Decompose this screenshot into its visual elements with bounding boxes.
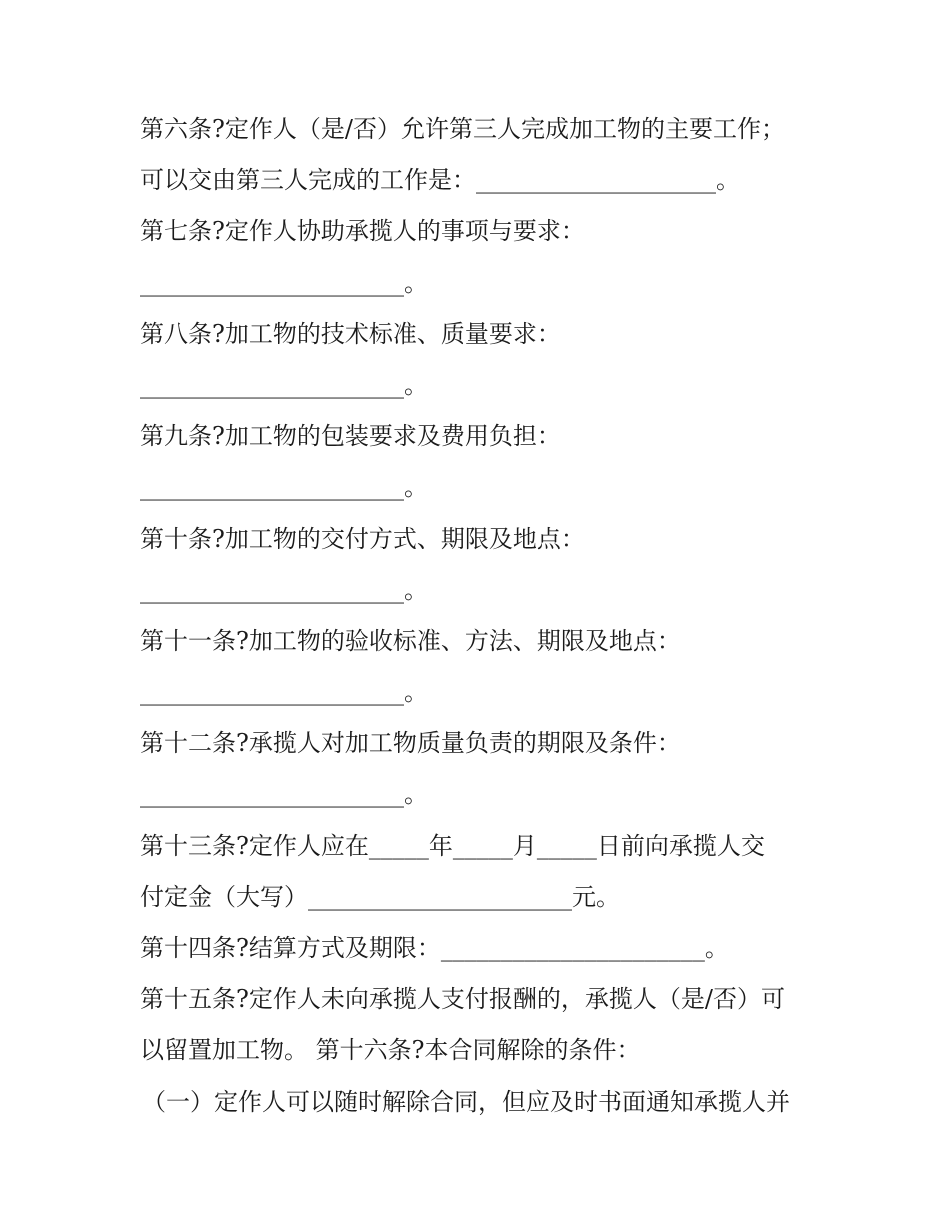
article-13-line-2: 付定金（大写）______________________元。 [140, 882, 620, 911]
article-12-blank: ______________________。 [140, 780, 428, 809]
article-8-blank: ______________________。 [140, 370, 428, 399]
article-7-blank: ______________________。 [140, 268, 428, 297]
article-11-blank: ______________________。 [140, 678, 428, 707]
article-6-line-2: 可以交由第三人完成的工作是：____________________。 [140, 166, 740, 195]
article-14-line: 第十四条?结算方式及期限：______________________。 [140, 934, 729, 962]
article-15-16-line: 以留置加工物。 第十六条?本合同解除的条件： [140, 1036, 641, 1065]
article-8-heading: 第八条?加工物的技术标准、质量要求： [140, 319, 561, 348]
article-15-line-1: 第十五条?定作人未向承揽人支付报酬的，承揽人（是/否）可 [140, 985, 785, 1014]
article-9-blank: ______________________。 [140, 473, 428, 502]
article-7-heading: 第七条?定作人协助承揽人的事项与要求： [140, 217, 585, 246]
article-9-heading: 第九条?加工物的包装要求及费用负担： [140, 422, 561, 451]
article-16-clause-1: （一）定作人可以随时解除合同，但应及时书面通知承揽人并 [142, 1087, 790, 1116]
article-10-blank: ______________________。 [140, 575, 428, 604]
contract-text [140, 104, 820, 1128]
article-6-line-1: 第六条?定作人（是/否）允许第三人完成加工物的主要工作； [140, 115, 785, 143]
article-10-heading: 第十条?加工物的交付方式、期限及地点： [140, 524, 585, 553]
article-13-line-1: 第十三条?定作人应在_____年_____月_____日前向承揽人交 [140, 831, 765, 860]
article-11-heading: 第十一条?加工物的验收标准、方法、期限及地点： [140, 626, 681, 655]
article-12-heading: 第十二条?承揽人对加工物质量负责的期限及条件： [140, 729, 681, 758]
